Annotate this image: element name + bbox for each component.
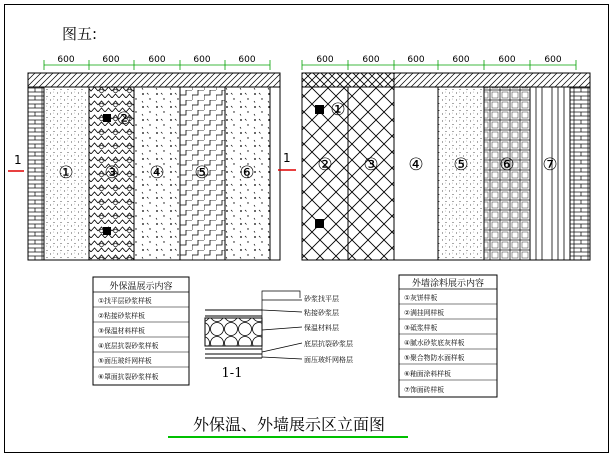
section-title: 1-1 bbox=[221, 366, 243, 381]
dimension-label: 600 bbox=[57, 55, 75, 65]
marker-square bbox=[103, 114, 111, 122]
coping-band-crossed bbox=[302, 73, 394, 87]
table-row: ⑦饰面砖样板 bbox=[404, 386, 445, 394]
drawing-caption: 外保温、外墙展示区立面图 bbox=[192, 415, 386, 434]
dimension-label: 600 bbox=[544, 55, 562, 65]
dimension-label: 600 bbox=[498, 55, 516, 65]
panel-number: ⑤ bbox=[194, 163, 210, 183]
right-legend-table bbox=[399, 275, 497, 397]
layer-label: 底层抗裂砂浆层 bbox=[304, 340, 353, 348]
layer-label: 粘接砂浆层 bbox=[304, 309, 339, 317]
edge-strip bbox=[270, 87, 280, 260]
table-row: ①找平层砂浆样板 bbox=[98, 297, 152, 305]
panel-number: ③ bbox=[363, 155, 379, 175]
right-dimension-line bbox=[302, 60, 576, 70]
right-table-title: 外墙涂料展示内容 bbox=[411, 279, 485, 289]
panel-number: ② bbox=[116, 109, 132, 129]
table-row: ②满挂网样板 bbox=[404, 309, 445, 317]
panel-number: ⑦ bbox=[542, 155, 558, 175]
table-row: ⑤面压玻纤网样板 bbox=[98, 357, 152, 365]
dimension-label: 600 bbox=[452, 55, 470, 65]
panel-number: ② bbox=[317, 155, 333, 175]
panel-number: ⑥ bbox=[499, 155, 515, 175]
table-row: ③砥浆样板 bbox=[404, 324, 438, 332]
panel-number: ④ bbox=[408, 155, 424, 175]
marker-square bbox=[315, 105, 324, 114]
table-row: ⑥罩面抗裂砂浆样板 bbox=[98, 373, 159, 381]
dimension-label: 600 bbox=[362, 55, 380, 65]
panel-number: ① bbox=[58, 163, 74, 183]
section-mark-label: 1 bbox=[283, 151, 291, 165]
panel-number: ④ bbox=[149, 163, 165, 183]
layer-label: 面压玻纤网格层 bbox=[304, 356, 353, 364]
table-row: ⑤聚合物防水面样板 bbox=[404, 354, 465, 362]
right-elevation bbox=[278, 55, 590, 260]
marker-square bbox=[315, 219, 324, 228]
marker-square bbox=[103, 227, 111, 235]
dimension-label: 600 bbox=[193, 55, 211, 65]
dimension-label: 600 bbox=[102, 55, 120, 65]
panel-number: ③ bbox=[104, 163, 120, 183]
table-row: ⑥釉面涂料样板 bbox=[404, 370, 451, 378]
panel-number: ① bbox=[330, 100, 346, 120]
leader-lines bbox=[262, 291, 302, 359]
dimension-label: 600 bbox=[148, 55, 166, 65]
left-legend-table bbox=[93, 277, 189, 385]
left-elevation bbox=[8, 55, 280, 260]
brick-column bbox=[28, 87, 44, 260]
table-row: ③保温材料样板 bbox=[98, 327, 145, 335]
section-1-1 bbox=[205, 291, 353, 381]
panel-number: ⑤ bbox=[453, 155, 469, 175]
table-row: ④底层抗裂砂浆样板 bbox=[98, 342, 159, 350]
dimension-label: 600 bbox=[238, 55, 256, 65]
panel-number: ⑥ bbox=[239, 163, 255, 183]
coping-band bbox=[394, 73, 590, 87]
left-table-title: 外保温展示内容 bbox=[109, 282, 173, 292]
table-row: ②粘接砂浆样板 bbox=[98, 312, 145, 320]
coping-band bbox=[28, 73, 280, 87]
dimension-label: 600 bbox=[316, 55, 334, 65]
table-row: ①灰饼样板 bbox=[404, 294, 438, 302]
brick-column bbox=[570, 87, 590, 260]
layer-label: 砂浆找平层 bbox=[304, 295, 339, 303]
table-row: ④腻水砂浆底灰样板 bbox=[404, 339, 465, 347]
layer-label: 保温材料层 bbox=[304, 324, 339, 332]
insulation-layer bbox=[205, 318, 262, 346]
dimension-label: 600 bbox=[407, 55, 425, 65]
figure-label: 图五: bbox=[62, 25, 98, 43]
section-mark-label: 1 bbox=[14, 153, 22, 167]
